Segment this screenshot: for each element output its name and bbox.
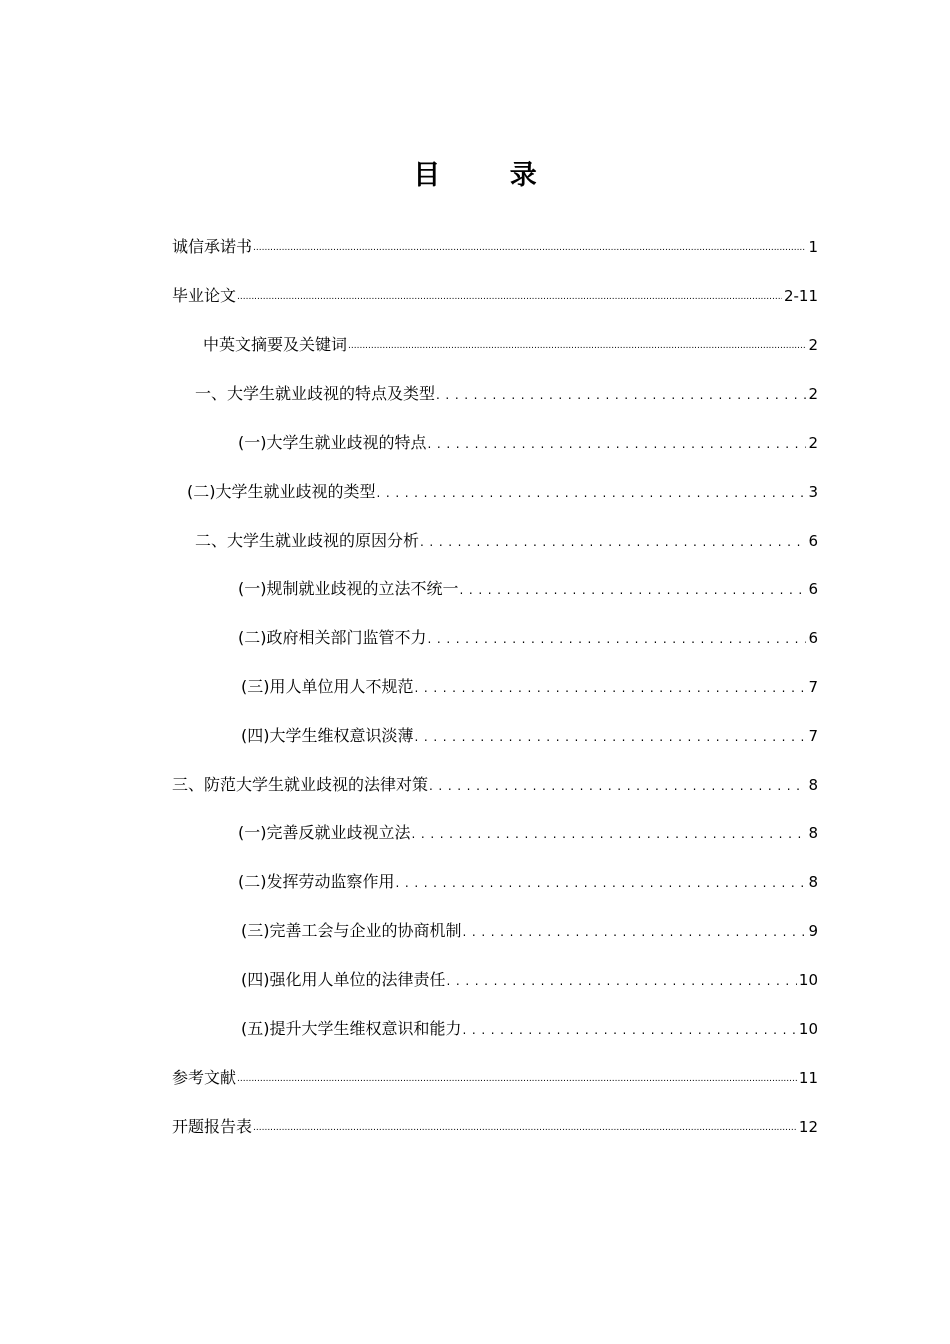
toc-entry-label: 参考文献	[172, 1068, 237, 1087]
toc-entry[interactable]	[203, 334, 818, 356]
toc-entry-label: (三)用人单位用人不规范	[241, 677, 414, 696]
toc-entry[interactable]	[241, 1018, 818, 1040]
toc-entry-label: 开题报告表	[172, 1117, 253, 1136]
toc-entry-label: 诚信承诺书	[172, 237, 253, 256]
toc-entry-label: 二、大学生就业歧视的原因分析	[195, 531, 420, 550]
toc-entry-label: (二)发挥劳动监察作用	[238, 872, 395, 891]
toc-entry[interactable]	[187, 481, 818, 503]
toc-page-number: 7	[808, 678, 818, 696]
toc-entry-label: (四)大学生维权意识淡薄	[241, 726, 414, 745]
toc-page-number: 6	[808, 580, 818, 598]
toc-page-number: 8	[808, 776, 818, 794]
toc-entry-label: 一、大学生就业歧视的特点及类型	[195, 384, 436, 403]
toc-leader	[377, 487, 807, 499]
toc-entry-label: 中英文摘要及关键词	[203, 335, 348, 354]
toc-entry-label: (二)大学生就业歧视的类型	[187, 482, 376, 501]
toc-leader	[348, 340, 806, 352]
toc-leader	[253, 242, 806, 254]
toc-page-number: 3	[808, 483, 818, 501]
toc-page-number: 2	[808, 385, 818, 403]
toc-entry[interactable]	[238, 432, 818, 454]
toc-page-number: 10	[798, 971, 818, 989]
toc-leader	[253, 1122, 797, 1134]
toc-page-number: 12	[798, 1118, 818, 1136]
toc-leader	[237, 1073, 797, 1085]
toc-title: 目 录	[413, 160, 567, 191]
toc-entry-label: 毕业论文	[172, 286, 237, 305]
toc-page-number: 8	[808, 873, 818, 891]
toc-page-number: 2	[808, 434, 818, 452]
toc-entry-label: 三、防范大学生就业歧视的法律对策	[172, 775, 429, 794]
toc-page-number: 6	[808, 532, 818, 550]
toc-entry-label: (一)规制就业歧视的立法不统一	[238, 579, 459, 598]
toc-entry[interactable]	[172, 1067, 818, 1089]
toc-page-number: 11	[798, 1069, 818, 1087]
toc-leader	[412, 828, 807, 840]
toc-entry[interactable]	[241, 725, 818, 747]
toc-entry[interactable]	[238, 627, 818, 649]
toc-page-number: 7	[808, 727, 818, 745]
toc-leader	[436, 389, 806, 401]
toc-entry[interactable]	[195, 383, 818, 405]
toc-entry[interactable]	[238, 578, 818, 600]
toc-leader	[463, 1024, 797, 1036]
toc-entry[interactable]	[241, 920, 818, 942]
toc-leader	[428, 438, 807, 450]
toc-entry[interactable]	[238, 871, 818, 893]
toc-page-number: 9	[808, 922, 818, 940]
toc-entry-label: (四)强化用人单位的法律责任	[241, 970, 446, 989]
toc-entry[interactable]	[195, 530, 818, 552]
toc-leader	[428, 633, 807, 645]
toc-leader	[460, 584, 807, 596]
toc-entry-label: (二)政府相关部门监管不力	[238, 628, 427, 647]
toc-leader	[463, 926, 807, 938]
toc-entry[interactable]	[172, 1116, 818, 1138]
toc-page-number: 8	[808, 824, 818, 842]
toc-entry-label: (一)完善反就业歧视立法	[238, 823, 411, 842]
toc-leader	[396, 877, 807, 889]
toc-page-number: 2	[808, 336, 818, 354]
toc-entry[interactable]	[172, 236, 818, 258]
toc-entry[interactable]	[172, 285, 818, 307]
toc-page-number: 1	[808, 238, 818, 256]
toc-entry[interactable]	[241, 969, 818, 991]
toc-leader	[420, 536, 806, 548]
toc-leader	[447, 975, 797, 987]
toc-page-number: 10	[798, 1020, 818, 1038]
toc-entry[interactable]	[241, 676, 818, 698]
toc-entry-label: (三)完善工会与企业的协商机制	[241, 921, 462, 940]
toc-page-number: 2-11	[783, 287, 818, 305]
toc-entry[interactable]	[172, 774, 818, 796]
toc-leader	[237, 291, 782, 303]
toc-entry[interactable]	[238, 822, 818, 844]
toc-leader	[429, 780, 806, 792]
toc-page-number: 6	[808, 629, 818, 647]
toc-leader	[415, 682, 807, 694]
toc-entry-label: (五)提升大学生维权意识和能力	[241, 1019, 462, 1038]
toc-leader	[415, 731, 807, 743]
toc-entry-label: (一)大学生就业歧视的特点	[238, 433, 427, 452]
